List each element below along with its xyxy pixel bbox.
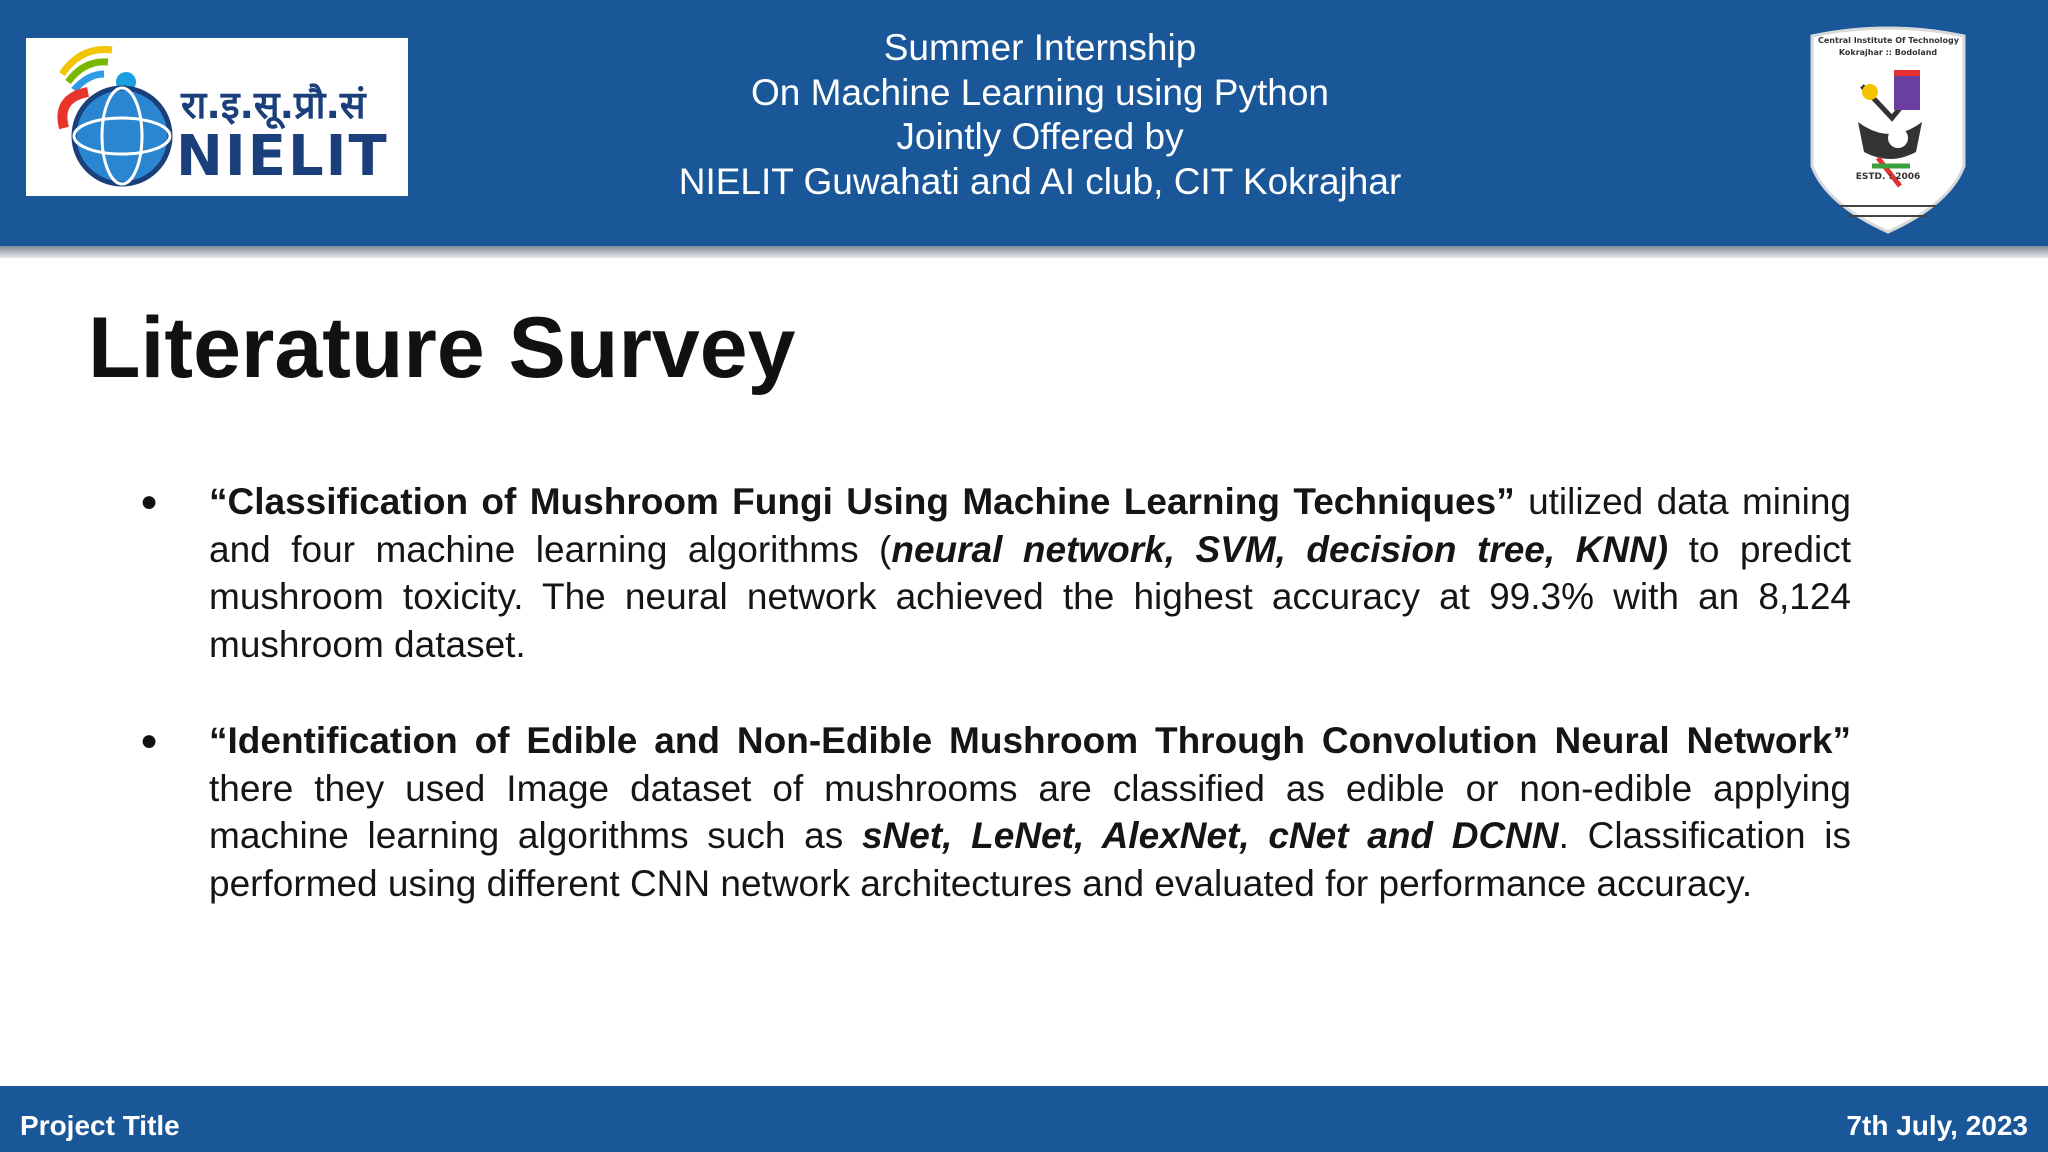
paper-title-2: “Identification of Edible and Non-Edible Mushroom Through Convolution Neural Network” [209, 720, 1851, 761]
paper-title-1: “Classification of Mushroom Fungi Using Machine Learning Techniques” [209, 481, 1515, 522]
bullet-paragraph-1 [209, 478, 1851, 669]
paragraph-text-1a: utilized data mining and four machine learning algorithms ( [209, 481, 1851, 570]
bullet-marker-1: ● [140, 485, 159, 518]
bullet-paragraph-2 [209, 717, 1851, 908]
header-line-3: Jointly Offered by [896, 116, 1184, 157]
header-shadow [0, 246, 2048, 258]
logo-wordmark: NIELIT [176, 124, 389, 189]
logo-hindi-text: रा.इ.सू.प्रौ.सं [181, 83, 366, 127]
algorithms-list-2: sNet, LeNet, AlexNet, cNet and DCNN [861, 815, 1559, 857]
cit-kokrajhar-emblem [1800, 26, 1976, 236]
slide-title: Literature Survey [88, 300, 796, 396]
emblem-top-text: Central Institute Of Technology [1818, 36, 1959, 45]
paragraph-text-1b: to predict mushroom toxicity. The neural network achieved the highest accuracy at 99.3% with an 8,124 mushroom dataset. [209, 528, 1851, 666]
nielit-logo [26, 38, 408, 196]
algorithms-list-1: neural network, SVM, decision tree, KNN) [891, 528, 1669, 570]
emblem-estd-text: ESTD. : 2006 [1855, 172, 1921, 182]
paragraph-text-2b: . Classification is performed using different CNN network architectures and evaluated for performance accuracy. [209, 815, 1851, 905]
header-line-1: Summer Internship [883, 27, 1197, 68]
header-line-2: On Machine Learning using Python [751, 71, 1329, 113]
footer-date: 7th July, 2023 [1846, 1110, 2028, 1141]
footer-project-title: Project Title [20, 1110, 180, 1141]
footer-band [0, 1086, 2048, 1152]
header-line-4: NIELIT Guwahati and AI club, CIT Kokrajhar [678, 160, 1402, 202]
header-band [0, 0, 2048, 246]
cit-shield-icon [1800, 26, 1976, 236]
paragraph-text-2a: there they used Image dataset of mushrooms are classified as edible or non-edible applying machine learning algorithms such as [209, 767, 1851, 857]
bullet-marker-2: ● [140, 724, 159, 757]
emblem-sub-text: Kokrajhar :: Bodoland [1838, 48, 1938, 57]
header-titles [540, 26, 1540, 204]
